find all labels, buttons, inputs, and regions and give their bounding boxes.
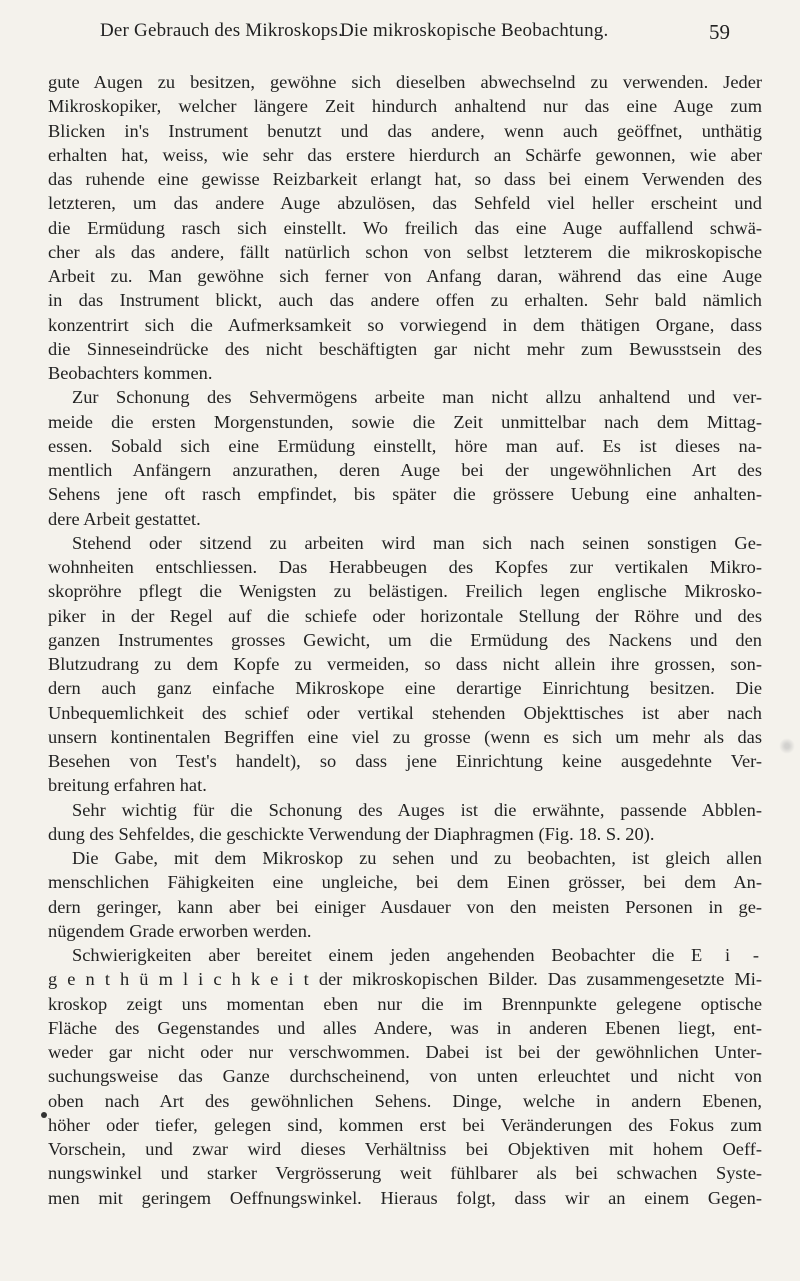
text-line: das ruhende eine gewisse Reizbarkeit erlangt hat, so dass bei einem Verwenden des (48, 169, 762, 189)
text-line: kroskop zeigt uns momentan eben nur die im Brennpunkte gelegene optische (48, 993, 762, 1014)
text-line: oben nach Art des gewöhnlichen Sehens. Dinge, welche in andern Ebenen, (48, 1090, 762, 1111)
text-line: nügendem Grade erworben werden. (48, 920, 312, 941)
text-line: Fläche des Gegenstandes und alles Andere, was in anderen Ebenen liegt, ent- (48, 1017, 762, 1038)
emphasized-word-start: E i - (691, 945, 762, 965)
text-line: gute Augen zu besitzen, gewöhne sich dieselben abwechselnd zu verwenden. Jeder (48, 72, 762, 92)
text-line: konzentrirt sich die Aufmerksamkeit so vorwiegend in dem thätigen Organe, dass (48, 314, 762, 335)
text-line: Stehend oder sitzend zu arbeiten wird man sich nach seinen sonstigen Ge- (72, 532, 762, 553)
page-smudge (779, 738, 795, 754)
text-line: Blicken in's Instrument benutzt und das andere, wenn auch geöffnet, unthätig (48, 120, 762, 141)
margin-dot (41, 1112, 47, 1118)
text-line: dern auch ganz einfache Mikroskope eine derartige Einrichtung besitzen. Die (48, 678, 762, 699)
text-line: piker in der Regel auf die schiefe oder horizontale Stellung der Röhre und des (48, 605, 762, 626)
text-line (48, 943, 762, 967)
text-line: skopröhre pflegt die Wenigsten zu belästigen. Freilich legen englische Mikrosko- (48, 581, 762, 602)
text-line: men mit geringem Oeffnungswinkel. Hieraus folgt, dass wir an einem Gegen- (48, 1187, 762, 1208)
text-line: höher oder tiefer, gelegen sind, kommen erst bei Veränderungen des Fokus zum (48, 1114, 762, 1135)
text-line (48, 967, 762, 991)
text-line: letzteren, um das andere Auge abzulösen, das Sehfeld viel heller erscheint und (48, 193, 762, 214)
text-line: dung des Sehfeldes, die geschickte Verwendung der Diaphragmen (Fig. 18. S. 20). (48, 823, 655, 844)
text-line: Sehens jene oft rasch empfindet, bis später die grössere Uebung eine anhalten- (48, 484, 762, 505)
text-line: Besehen von Test's handelt), so dass jene Einrichtung keine ausgedehnte Ver- (48, 751, 762, 771)
text-line: erhalten hat, weiss, wie sehr das erstere hierdurch an Schärfe gewonnen, wie aber (48, 144, 762, 165)
text-line: Mikroskopiker, welcher längere Zeit hindurch anhaltend nur das eine Auge zum (48, 96, 762, 117)
text-line: Arbeit zu. Man gewöhne sich ferner von Anfang daran, während das eine Auge (48, 266, 762, 286)
text-line: die Ermüdung rasch sich einstellt. Wo freilich das eine Auge auffallend schwä- (48, 217, 762, 238)
text-line: Unbequemlichkeit des schief oder vertikal stehenden Objekttisches ist aber nach (48, 702, 762, 723)
text-line: Vorschein, und zwar wird dieses Verhältniss bei Objektiven mit hohem Oeff- (48, 1139, 762, 1159)
text-line: menschlichen Fähigkeiten eine ungleiche, bei dem Einen grösser, bei dem An- (48, 872, 762, 893)
text-line: meide die ersten Morgenstunden, sowie die Zeit unmittelbar nach dem Mittag- (48, 411, 762, 432)
text-line: dern geringer, kann aber bei einiger Ausdauer von den meisten Personen in ge- (48, 896, 762, 917)
text-line: Blutzudrang zu dem Kopfe zu vermeiden, so dass nicht allein ihre grossen, son- (48, 654, 762, 674)
text-line: mentlich Anfängern anzurathen, deren Auge bei der ungewöhnlichen Art des (48, 460, 762, 480)
text-line: Die Gabe, mit dem Mikroskop zu sehen und zu beobachten, ist gleich allen (72, 848, 762, 868)
text-line: in das Instrument blickt, auch das andere offen zu erhalten. Sehr bald nämlich (48, 290, 762, 311)
text-line: Zur Schonung des Sehvermögens arbeite man nicht allzu anhaltend und ver- (72, 387, 762, 408)
running-header (100, 20, 730, 52)
text-line: weder gar nicht oder nur verschwommen. Dabei ist bei der gewöhnlichen Unter- (48, 1042, 762, 1062)
text-line: Beobachters kommen. (48, 363, 213, 383)
header-chapter-title: Der Gebrauch des Mikroskops. (100, 20, 344, 41)
emphasized-word-end: g e n t h ü m l i c h k e i t (48, 969, 319, 990)
line-text: Schwierigkeiten aber bereitet einem jeden angehenden Beobachter die (72, 945, 692, 965)
text-line: dere Arbeit gestattet. (48, 508, 201, 529)
text-line: Sehr wichtig für die Schonung des Auges ist die erwähnte, passende Abblen- (72, 799, 762, 820)
text-line: ganzen Instrumentes grosses Gewicht, um die Ermüdung des Nackens und den (48, 629, 762, 650)
text-line: unsern kontinentalen Begriffen eine viel zu grosse (wenn es sich um mehr als das (48, 726, 762, 747)
text-line: breitung erfahren hat. (48, 775, 207, 796)
header-section-title: Die mikroskopische Beobachtung. (340, 20, 609, 41)
body-text (48, 70, 762, 1210)
page-number: 59 (709, 20, 730, 44)
text-line: die Sinneseindrücke des nicht beschäftigten gar nicht mehr zum Bewusstsein des (48, 338, 762, 359)
line-text: der mikroskopischen Bilder. Das zusammengesetzte Mi- (318, 969, 762, 990)
text-line: cher als das andere, fällt natürlich schon von selbst letzterem die mikroskopische (48, 241, 762, 262)
text-line: wohnheiten entschliessen. Das Herabbeugen des Kopfes zur vertikalen Mikro- (48, 557, 762, 577)
text-line: essen. Sobald sich eine Ermüdung einstellt, höre man auf. Es ist dieses na- (48, 435, 762, 456)
text-line: nungswinkel und starker Vergrösserung weit fühlbarer als bei schwachen Syste- (48, 1163, 762, 1184)
text-line: suchungsweise das Ganze durchscheinend, von unten erleuchtet und nicht von (48, 1066, 762, 1087)
